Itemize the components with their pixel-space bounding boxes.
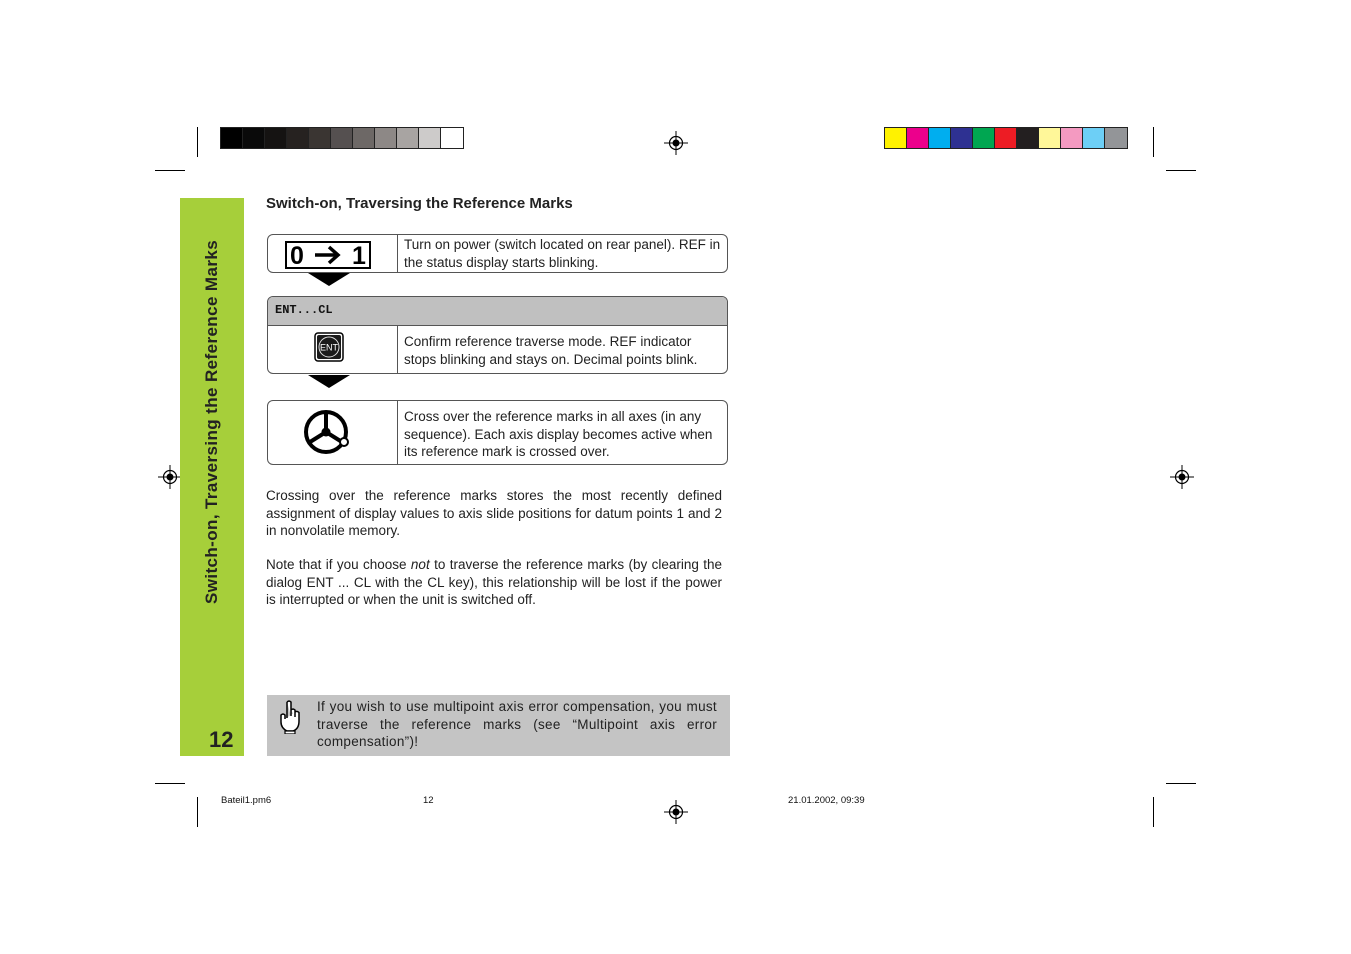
color-swatch <box>243 128 265 148</box>
color-swatch <box>907 128 929 148</box>
step-cross-marks <box>267 400 728 465</box>
color-swatch <box>265 128 287 148</box>
crop-mark <box>197 797 198 827</box>
registration-mark-icon <box>1170 465 1194 489</box>
color-swatch <box>375 128 397 148</box>
footer-page: 12 <box>423 795 434 806</box>
registration-mark-icon <box>664 800 688 824</box>
crop-mark <box>1166 783 1196 784</box>
step-text: Turn on power (switch located on rear panel). REF in the status display starts blinking. <box>404 237 721 270</box>
dialog-bar <box>268 297 727 326</box>
paragraph-traverse-note <box>266 556 722 609</box>
color-swatch <box>287 128 309 148</box>
flow-arrow-icon <box>308 273 350 286</box>
step-icon-cell <box>268 401 398 464</box>
color-swatch <box>1061 128 1083 148</box>
sidebar-chapter-title: Switch-on, Traversing the Reference Marks <box>202 239 221 604</box>
crop-mark <box>155 170 185 171</box>
color-swatch <box>397 128 419 148</box>
crop-mark <box>1153 797 1154 827</box>
power-switch-0-to-1-icon <box>285 241 371 269</box>
crop-mark <box>197 127 198 157</box>
color-swatch <box>353 128 375 148</box>
footer-filename: Bateil1.pm6 <box>221 795 272 806</box>
color-swatch <box>973 128 995 148</box>
crop-mark <box>155 783 185 784</box>
footer-datetime: 21.01.2002, 09:39 <box>788 795 865 806</box>
color-swatch <box>221 128 243 148</box>
dialog-text: ENT...CL <box>275 303 333 317</box>
color-swatch <box>441 128 463 148</box>
paragraph-text: to traverse the reference marks (by clearing the dialog ENT ... CL with the CL key), this relationship will be lost if the power is interrupted or when the unit is switched off. <box>266 557 722 607</box>
note-text: If you wish to use multipoint axis error compensation, you must traverse the reference marks (see “Multipoint axis error compensation”)! <box>317 699 717 749</box>
note-box <box>267 695 730 756</box>
step-text: Cross over the reference marks in all axes (in any sequence). Each axis display becomes active when its reference mark is crossed over. <box>404 409 713 459</box>
step-confirm-ref <box>267 296 728 374</box>
page-number: 12 <box>209 727 234 752</box>
color-swatch <box>995 128 1017 148</box>
color-swatch <box>419 128 441 148</box>
color-swatch <box>885 128 907 148</box>
color-swatch <box>309 128 331 148</box>
ent-key-label: ENT <box>320 342 338 353</box>
color-swatch <box>1083 128 1105 148</box>
step-power-on <box>267 234 728 273</box>
step-text: Confirm reference traverse mode. REF indicator stops blinking and stays on. Decimal points blink. <box>404 334 698 367</box>
color-swatch <box>1039 128 1061 148</box>
switch-label-on: 1 <box>352 242 366 269</box>
crop-mark <box>1153 127 1154 157</box>
color-swatch <box>929 128 951 148</box>
step-icon-cell <box>268 326 398 373</box>
switch-label-off: 0 <box>290 242 304 269</box>
color-swatch <box>951 128 973 148</box>
color-swatch <box>331 128 353 148</box>
crop-mark <box>1166 170 1196 171</box>
color-swatch <box>1017 128 1039 148</box>
color-calibration-bar <box>884 127 1128 149</box>
paragraph-datum-storage: Crossing over the reference marks stores the most recently defined assignment of display values to axis slide positions for datum points 1 and 2 in nonvolatile memory. <box>266 488 722 538</box>
grayscale-calibration-bar <box>220 127 464 149</box>
registration-mark-icon <box>158 465 182 489</box>
flow-arrow-icon <box>308 375 350 388</box>
step-icon-cell <box>268 235 398 272</box>
paragraph-text: Note that if you choose <box>266 557 411 572</box>
color-swatch <box>1105 128 1127 148</box>
section-heading: Switch-on, Traversing the Reference Marks <box>266 195 573 212</box>
ent-key-icon[interactable] <box>314 332 344 362</box>
handwheel-icon <box>303 409 351 457</box>
registration-mark-icon <box>664 131 688 155</box>
emphasis-text: not <box>410 557 430 572</box>
pointing-hand-icon <box>278 700 302 734</box>
